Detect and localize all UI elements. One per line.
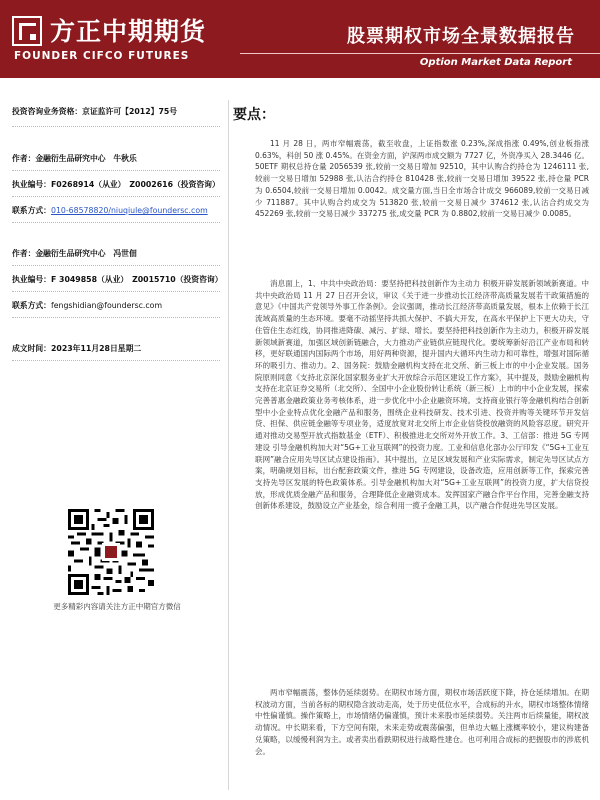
author2-license: 执业编号：F 3049858（从业） Z0015710（投资咨询） xyxy=(12,275,223,284)
divider xyxy=(12,317,220,318)
key-points-section xyxy=(228,100,589,790)
logo-icon xyxy=(12,16,42,46)
license-qualification: 投资咨询业务资格：京证监许可【2012】75号 xyxy=(12,107,178,116)
header-divider xyxy=(240,53,600,54)
report-header xyxy=(0,0,600,78)
author2-contact: 联系方式：fengshidian@foundersc.com xyxy=(12,301,163,310)
divider xyxy=(12,360,220,361)
divider xyxy=(12,265,220,266)
news-paragraph: 消息面上，1、中共中央政治局：要坚持把科技创新作为主动力 积极开辟发展新领域新赛道。中共中央政治局 11 月 27 日召开会议，审议《关于进一步推动长江经济带高质量发展若干政策措施的意见》《中国共产党领导外事工作条例》。会议强调，推动长江经济带高质量发展，根本上依赖于长江流域高质量的生态环境。要毫不动摇坚持共抓大保护、不搞大开发，在高水平保护上下更大功夫，守住管住生态红线，协同推进降碳、减污、扩绿、增长。要坚持把科技创新作为主动力，积极开辟发展新领域新赛道，加强区域创新链融合，大力推动产业链供应链现代化。要统筹新好沿江产业布局和转移，更好联通国内国际两个市场，用好两种资源，提升国内大循环内生动力和可靠性，增强对国际循环的吸引力、推动力。2、国务院：鼓励金融机构支持在北交所、新三板上市的中小企业发展。国务院原则同意《支持北京深化国家服务业扩大开放综合示范区建设工作方案》，其中提及，鼓励金融机构支持在北京证券交易所（北交所）、全国中小企业股份转让系统（新三板）上市的中小企业发展，探索完善普惠金融政策业务考核体系，进一步优化中小企业融资环境。支持商业银行等金融机构结合创新型中小企业特点优化金融产品和服务，围绕企业科技研发、技术引进、投资并购等关键环节开发信贷、担保、供应链金融等专项业务，适度放宽对北交所上市企业信贷投放融资的风险容忍度。研究开通对推动交易型开放式指数基金（ETF）、积极推进北交所对外开放工作。3、工信部：推进 5G 专网建设 引导金融机构加大对“5G+工业互联网”的投资力度。工业和信息化部办公厅印发《“5G+工业互联网”融合应用先导区试点建设指南》。其中提出，立足区域发展和产业实际需求，制定先导区试点方案，明确规划目标，出台配套政策文件，推进 5G 专网建设，设备改造，应用创新等工作，探索完善支持先导区发展的特色政策体系。引导金融机构加大对“5G+工业互联网”的投资力度，扩大信贷投放，形成优质金融产品和服务，合理降低企业融资成本。发挥国家产融合作平台作用，完善金融支持创新体系建设，鼓励设立产业基金，综合利用一揽子金融工具，以产融合作促进先导区发展。 xyxy=(255,279,589,511)
divider xyxy=(12,196,220,197)
report-subtitle: Option Market Data Report xyxy=(419,57,572,68)
company-name-en: FOUNDER CIFCO FUTURES xyxy=(14,50,190,62)
divider xyxy=(12,170,220,171)
section-title: 要点： xyxy=(233,107,275,123)
author1-contact: 联系方式：010-68578820/niuqiule@foundersc.com xyxy=(12,206,208,215)
report-title: 股票期权市场全景数据报告 xyxy=(347,26,575,47)
divider xyxy=(12,291,220,292)
author1-name: 作者：金融衍生品研究中心 牛秋乐 xyxy=(12,154,137,163)
qr-caption: 更多精彩内容请关注方正中期官方微信 xyxy=(53,602,181,611)
publish-date: 成文时间：2023年11月28日星期二 xyxy=(12,344,142,353)
author2-name: 作者：金融衍生品研究中心 冯世佃 xyxy=(12,249,137,258)
qr-code-icon xyxy=(68,509,154,595)
author2-email[interactable]: fengshidian@foundersc.com xyxy=(50,301,163,310)
divider xyxy=(12,126,220,127)
company-name-cn: 方正中期期货 xyxy=(50,17,207,46)
market-summary-paragraph: 11 月 28 日，两市窄幅震荡，截至收盘，上证指数涨 0.23%,深成指涨 0.49%,创业板指涨 0.63%，科创 50 涨 0.45%。在资金方面，沪深两市成交额为 7727 亿，外资净买入 28.3446 亿。50ETF 期权总持仓量 2056539 张,较前一交易日增加 92510，其中认购合约持仓为 1246111 张,较前一交易日增加 52988 张,认沽合约持仓 810428 张,较前一交易日增加 39522 张,持仓量 PCR 为 0.6504,较前一交易日增加 0.0042。成交量方面,当日全市场合计成交 966089,较前一交易日减少 711887。其中认购合约成交为 513820 张,较前一交易日减少 374612 张,认沽合约成交为 452269 张,较前一交易日减少 337275 张,成交量 PCR 为 0.8802,较前一交易日减少 0.0085。 xyxy=(255,139,589,219)
author1-email-link[interactable]: 010-68578820/niuqiule@foundersc.com xyxy=(50,206,208,215)
strategy-paragraph: 两市窄幅震荡，整体仍延续弱势。在期权市场方面，期权市场活跃度下降，持仓延续增加。在期权波动方面，当前各标的期权隐含波动走高，处于历史低位水平，合成标的升水，期权市场整体情绪中性偏谨慎。操作策略上，市场情绪仍偏谨慎，预计未来股市延续弱势。关注两市后续量能，期权波动情况。中长期来看，下方空间有限，未来走势或震荡偏强，但单边大幅上涨概率较小，建议构建备兑策略，以缓慢利润为主。或者卖出看跌期权进行战略性建仓。也可利用合成标的把握股市的涉底机会。 xyxy=(255,688,589,756)
author1-license: 执业编号：F0268914（从业） Z0002616（投资咨询） xyxy=(12,180,220,189)
divider xyxy=(12,222,220,223)
